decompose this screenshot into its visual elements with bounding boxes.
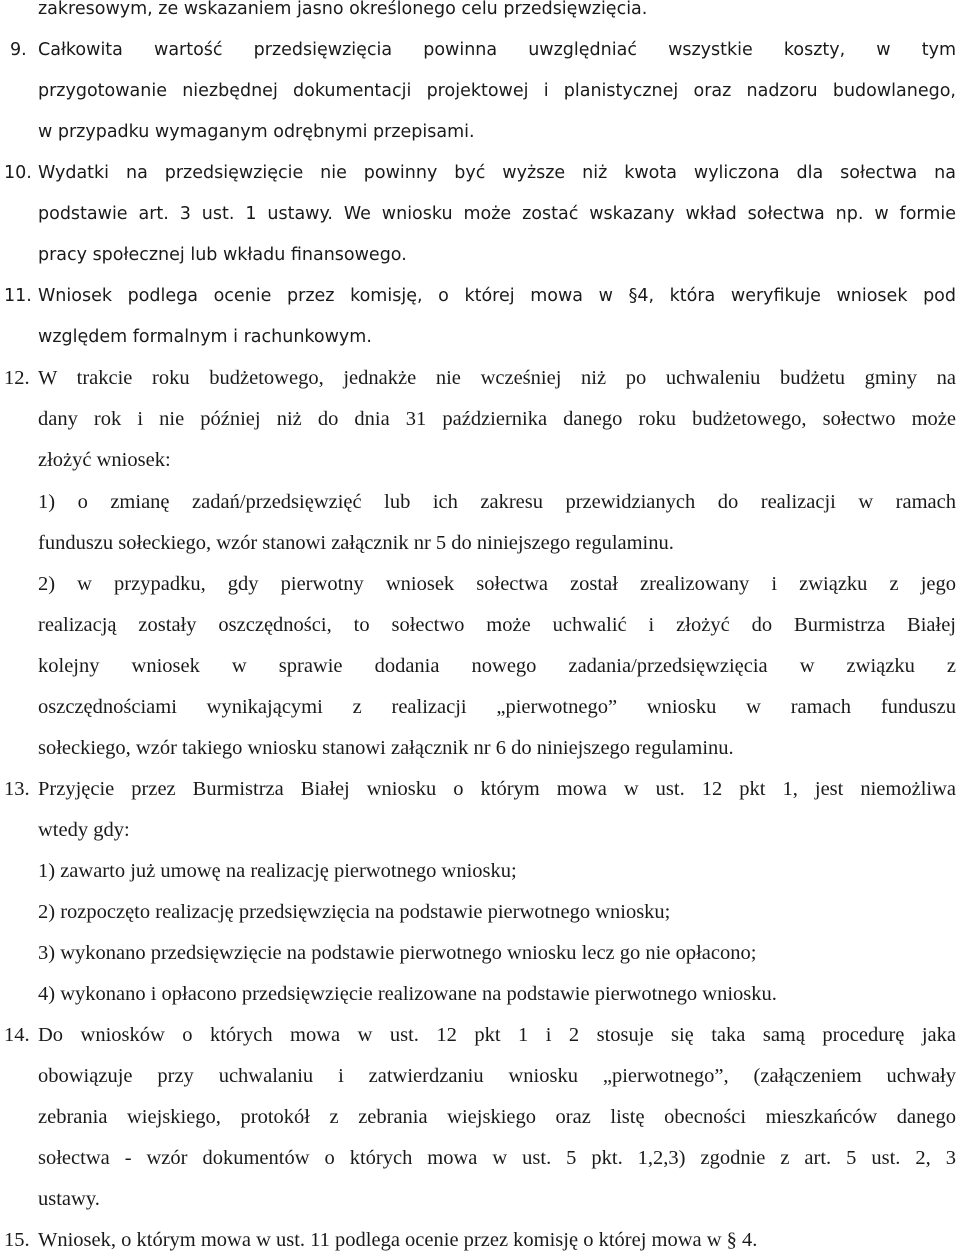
- paragraph-line: sołeckiego, wzór takiego wniosku stanowi załącznik nr 6 do niniejszego regulaminu.: [38, 737, 734, 759]
- paragraph-line: wtedy gdy:: [38, 819, 130, 841]
- paragraph-line: podstawie art. 3 ust. 1 ustawy. We wniosku może zostać wskazany wkład sołectwa np. w formie: [38, 204, 956, 224]
- paragraph-line: przygotowanie niezbędnej dokumentacji projektowej i planistycznej oraz nadzoru budowlanego,: [38, 81, 956, 101]
- paragraph-line: Wydatki na przedsięwzięcie nie powinny być wyższe niż kwota wyliczona dla sołectwa na: [38, 163, 956, 183]
- paragraph-line: względem formalnym i rachunkowym.: [38, 327, 372, 347]
- paragraph-line: obowiązuje przy uchwalaniu i zatwierdzaniu wniosku „pierwotnego”, (załączeniem uchwały: [38, 1065, 956, 1087]
- paragraph-line: kolejny wniosek w sprawie dodania nowego zadania/przedsięwzięcia w związku z: [38, 655, 956, 677]
- paragraph-line: Wniosek, o którym mowa w ust. 11 podlega ocenie przez komisję o której mowa w § 4.: [38, 1229, 758, 1251]
- paragraph-line: 2) w przypadku, gdy pierwotny wniosek sołectwa został zrealizowany i związku z jego: [38, 573, 956, 595]
- item-number: 13.: [4, 778, 30, 800]
- paragraph-line: złożyć wniosek:: [38, 449, 171, 471]
- paragraph-line: Przyjęcie przez Burmistrza Białej wniosku o którym mowa w ust. 12 pkt 1, jest niemożliwa: [38, 778, 956, 800]
- paragraph-line: 2) rozpoczęto realizację przedsięwzięcia na podstawie pierwotnego wniosku;: [38, 901, 671, 923]
- paragraph-line: oszczędnościami wynikającymi z realizacji „pierwotnego” wniosku w ramach funduszu: [38, 696, 956, 718]
- paragraph-line: 1) o zmianę zadań/przedsięwzięć lub ich zakresu przewidzianych do realizacji w ramach: [38, 491, 956, 513]
- paragraph-line: W trakcie roku budżetowego, jednakże nie wcześniej niż po uchwaleniu budżetu gminy na: [38, 367, 956, 389]
- item-number: 11.: [4, 286, 32, 306]
- paragraph-line: 4) wykonano i opłacono przedsięwzięcie realizowane na podstawie pierwotnego wniosku.: [38, 983, 777, 1005]
- paragraph-line: pracy społecznej lub wkładu finansowego.: [38, 245, 407, 265]
- paragraph-line: w przypadku wymaganym odrębnymi przepisami.: [38, 122, 475, 142]
- paragraph-line: sołectwa - wzór dokumentów o których mowa w ust. 5 pkt. 1,2,3) zgodnie z art. 5 ust. 2, 3: [38, 1147, 956, 1169]
- paragraph-line: zakresowym, ze wskazaniem jasno określonego celu przedsięwzięcia.: [38, 0, 648, 19]
- item-number: 14.: [4, 1024, 30, 1046]
- item-number: 9.: [10, 40, 27, 60]
- paragraph-line: Do wniosków o których mowa w ust. 12 pkt 1 i 2 stosuje się taka samą procedurę jaka: [38, 1024, 956, 1046]
- paragraph-line: dany rok i nie później niż do dnia 31 października danego roku budżetowego, sołectwo może: [38, 408, 956, 430]
- paragraph-line: Całkowita wartość przedsięwzięcia powinna uwzględniać wszystkie koszty, w tym: [38, 40, 956, 60]
- item-number: 12.: [4, 367, 30, 389]
- paragraph-line: zebrania wiejskiego, protokół z zebrania wiejskiego oraz listę obecności mieszkańców danego: [38, 1106, 956, 1128]
- paragraph-line: 1) zawarto już umowę na realizację pierwotnego wniosku;: [38, 860, 517, 882]
- paragraph-line: realizacją zostały oszczędności, to sołectwo może uchwalić i złożyć do Burmistrza Białej: [38, 614, 956, 636]
- item-number: 10.: [4, 163, 32, 183]
- paragraph-line: ustawy.: [38, 1188, 100, 1210]
- item-number: 15.: [4, 1229, 30, 1251]
- paragraph-line: Wniosek podlega ocenie przez komisję, o której mowa w §4, która weryfikuje wniosek pod: [38, 286, 956, 306]
- paragraph-line: funduszu sołeckiego, wzór stanowi załącznik nr 5 do niniejszego regulaminu.: [38, 532, 674, 554]
- paragraph-line: 3) wykonano przedsięwzięcie na podstawie pierwotnego wniosku lecz go nie opłacono;: [38, 942, 757, 964]
